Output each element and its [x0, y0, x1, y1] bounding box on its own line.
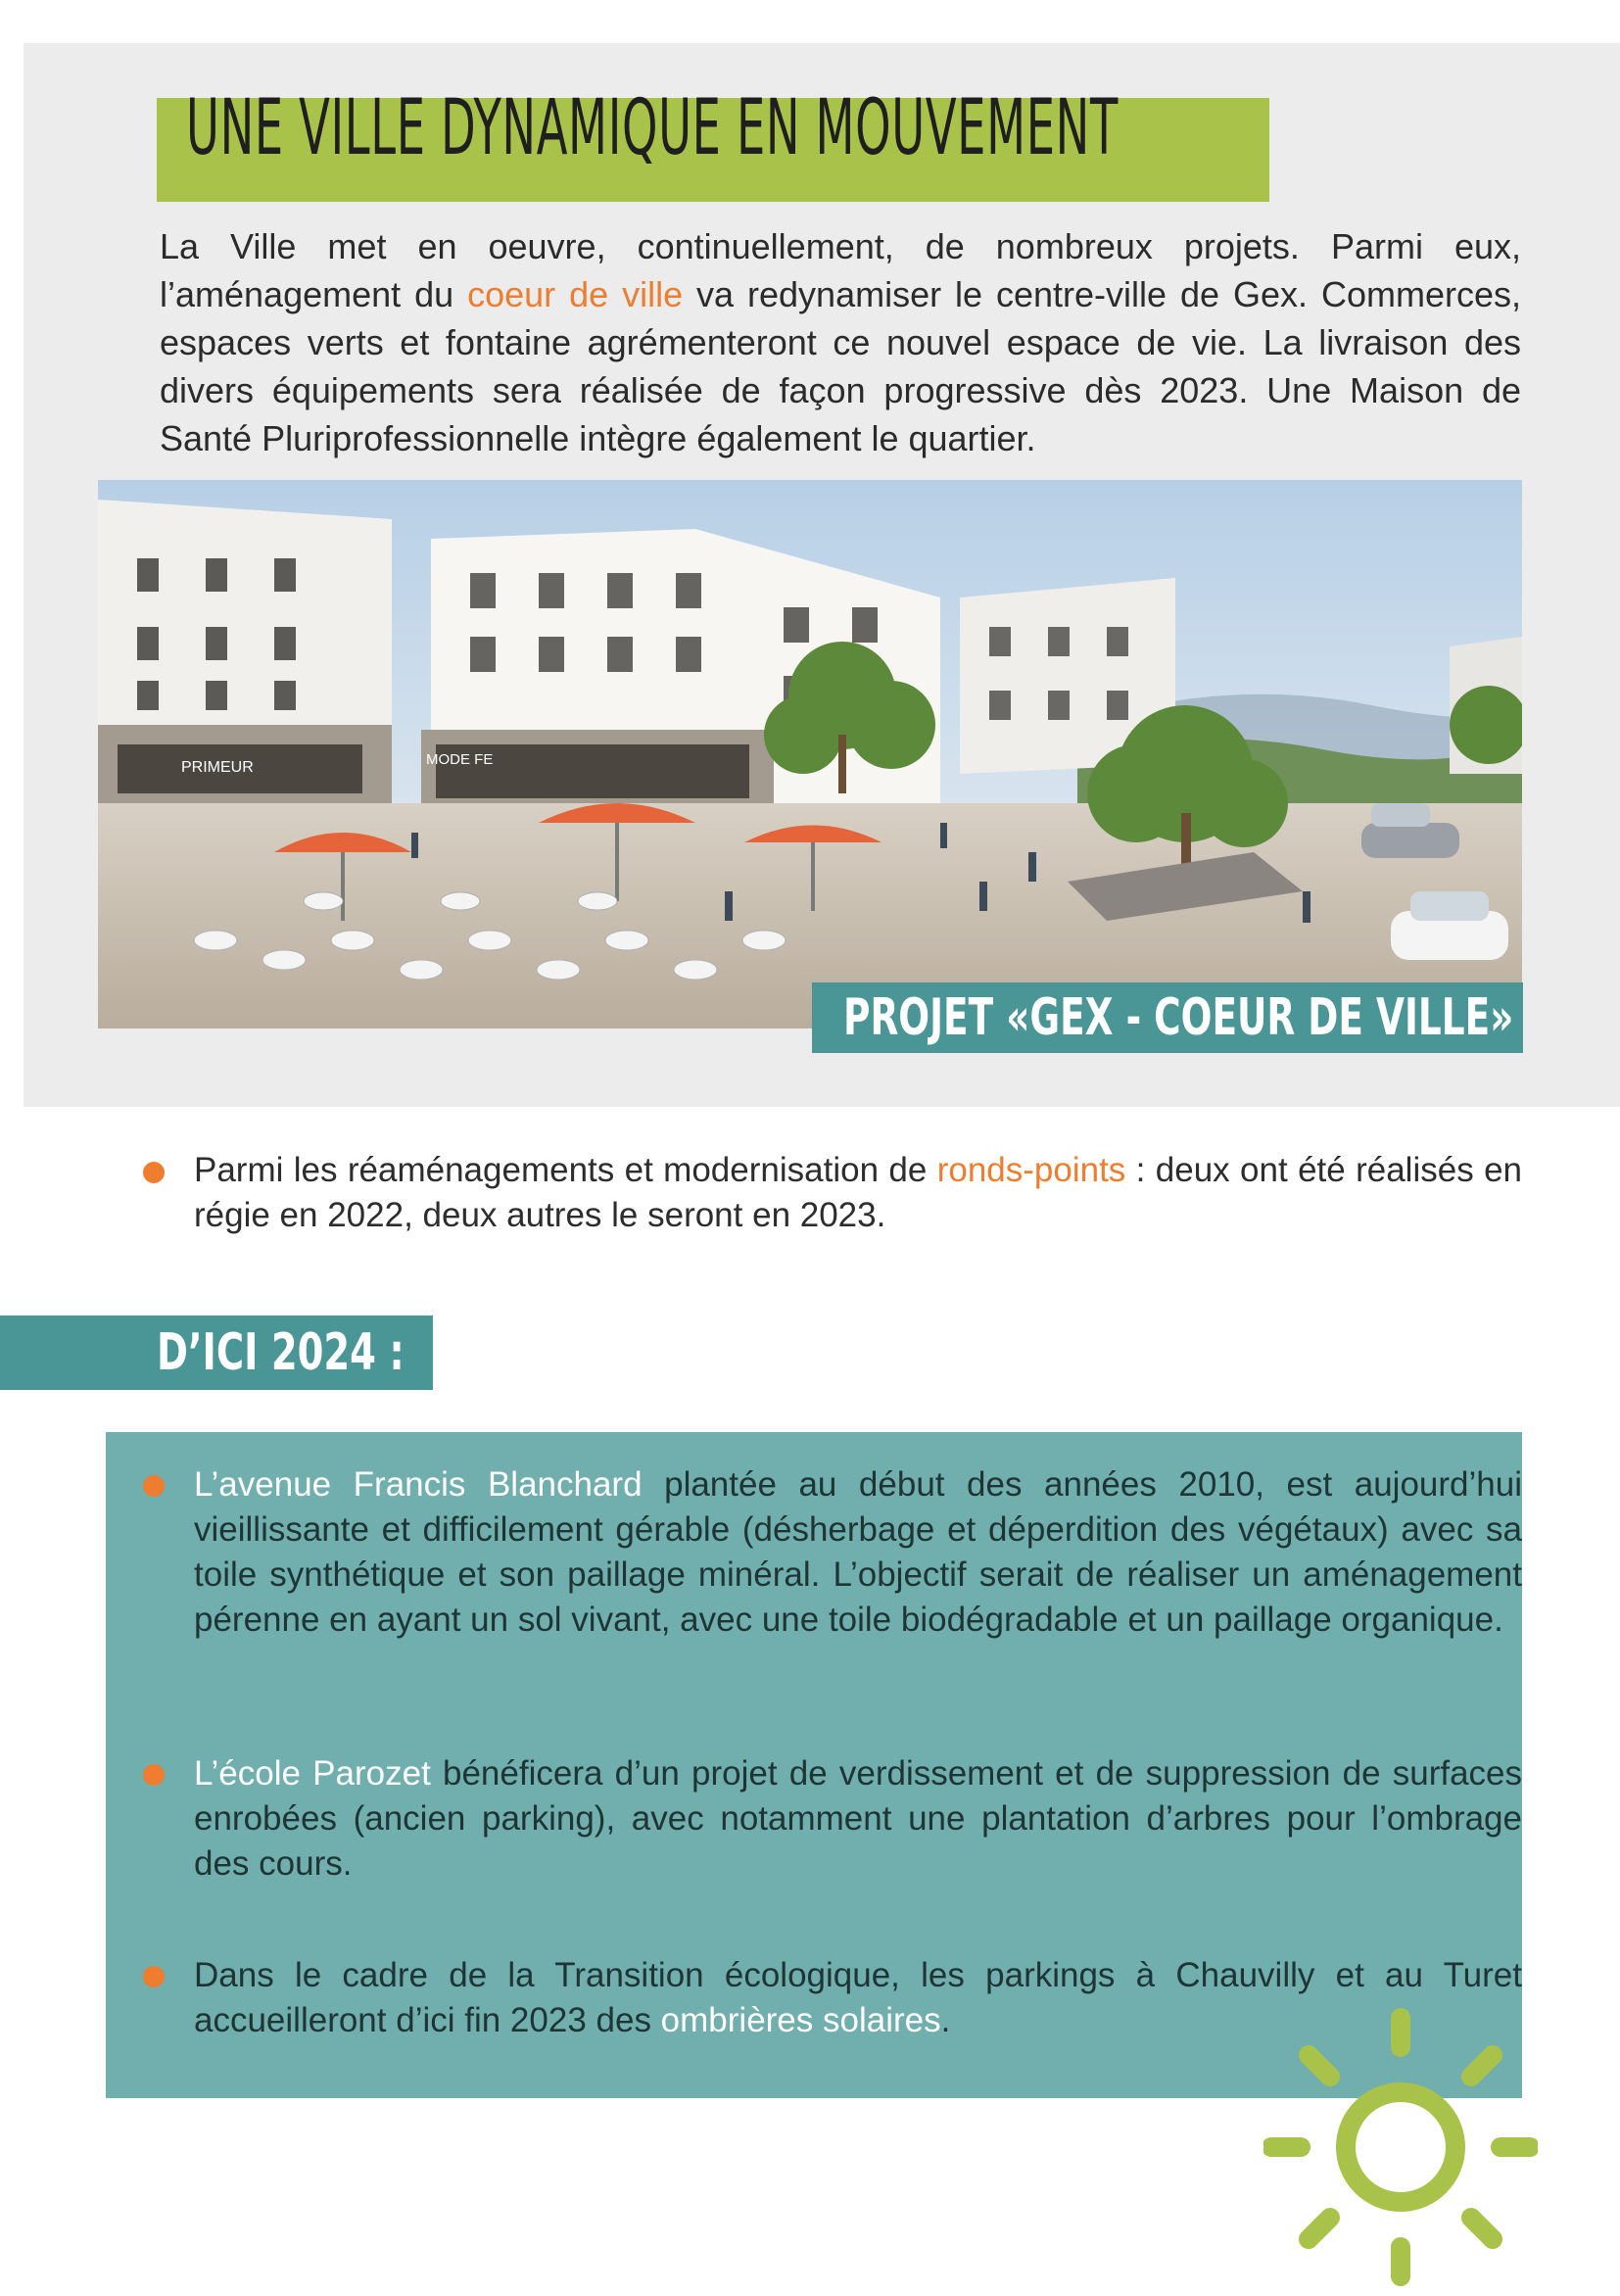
plan-item-avenue	[194, 1462, 1522, 1643]
plan-item-school	[194, 1751, 1522, 1887]
page-title: UNE VILLE DYNAMIQUE EN MOUVEMENT	[186, 84, 1119, 172]
orange-dot-icon	[143, 1475, 165, 1497]
orange-dot-icon	[143, 1764, 165, 1786]
intro-highlight: coeur de ville	[467, 274, 684, 314]
plan-item-avenue-highlight: L’avenue Francis Blanchard	[194, 1465, 643, 1504]
plan-item-school-highlight: L’école Parozet	[194, 1754, 431, 1793]
plan-item-parkings-highlight: ombrières solaires	[660, 2001, 941, 2039]
intro-text-2: va redynamiser le centre-ville de Gex. Commerces, espaces verts et fontaine agrémenteront ce nouvel espace de vie. La livraison des divers équipements sera réalisée de façon progressive dès 2023. Une Maison de Santé Pluriprofessionnelle intègre également le quartier.	[160, 274, 1522, 458]
section-tab	[0, 1315, 433, 1390]
plan-item-parkings-text-1: Dans le cadre de la Transition écologique, les parkings à Chauvilly et au Turet accueilleront d’ici fin 2023 des	[194, 1956, 1522, 2039]
plan-item-parkings-text-2: .	[940, 2001, 951, 2039]
plan-item-school-text: bénéficera d’un projet de verdissement et de suppression de surfaces enrobées (ancien parking), avec notamment une plantation d’arbres pour l’ombrage des cours.	[194, 1754, 1522, 1883]
roundabouts-text-1: Parmi les réaménagements et modernisation de	[194, 1151, 937, 1189]
sun-icon	[1263, 1998, 1538, 2291]
section-title: D’ICI 2024 :	[157, 1323, 405, 1382]
sign-primeur: PRIMEUR	[181, 759, 254, 776]
intro-text-1: La Ville met en oeuvre, continuellement, de nombreux projets. Parmi eux, l’aménagement du	[160, 226, 1521, 314]
orange-dot-icon	[143, 1162, 165, 1183]
intro-paragraph	[160, 222, 1521, 462]
orange-dot-icon	[143, 1966, 165, 1987]
project-caption: PROJET «GEX - COEUR DE VILLE»	[843, 988, 1514, 1047]
project-caption-banner	[812, 982, 1523, 1053]
project-illustration	[98, 480, 1522, 1028]
sign-mode: MODE FE	[426, 751, 494, 768]
roundabouts-text-2: : deux ont été réalisés en régie en 2022, deux autres le seront en 2023.	[194, 1151, 1522, 1234]
roundabouts-paragraph	[194, 1148, 1522, 1238]
roundabouts-highlight: ronds-points	[936, 1151, 1126, 1189]
plan-item-avenue-text: plantée au début des années 2010, est aujourd’hui vieillissante et difficilement gérable (désherbage et déperdition des végétaux) avec sa toile synthétique et son paillage minéral. L’objectif serait de réaliser un aménagement pérenne en ayant un sol vivant, avec une toile biodégradable et un paillage organique.	[194, 1465, 1522, 1639]
